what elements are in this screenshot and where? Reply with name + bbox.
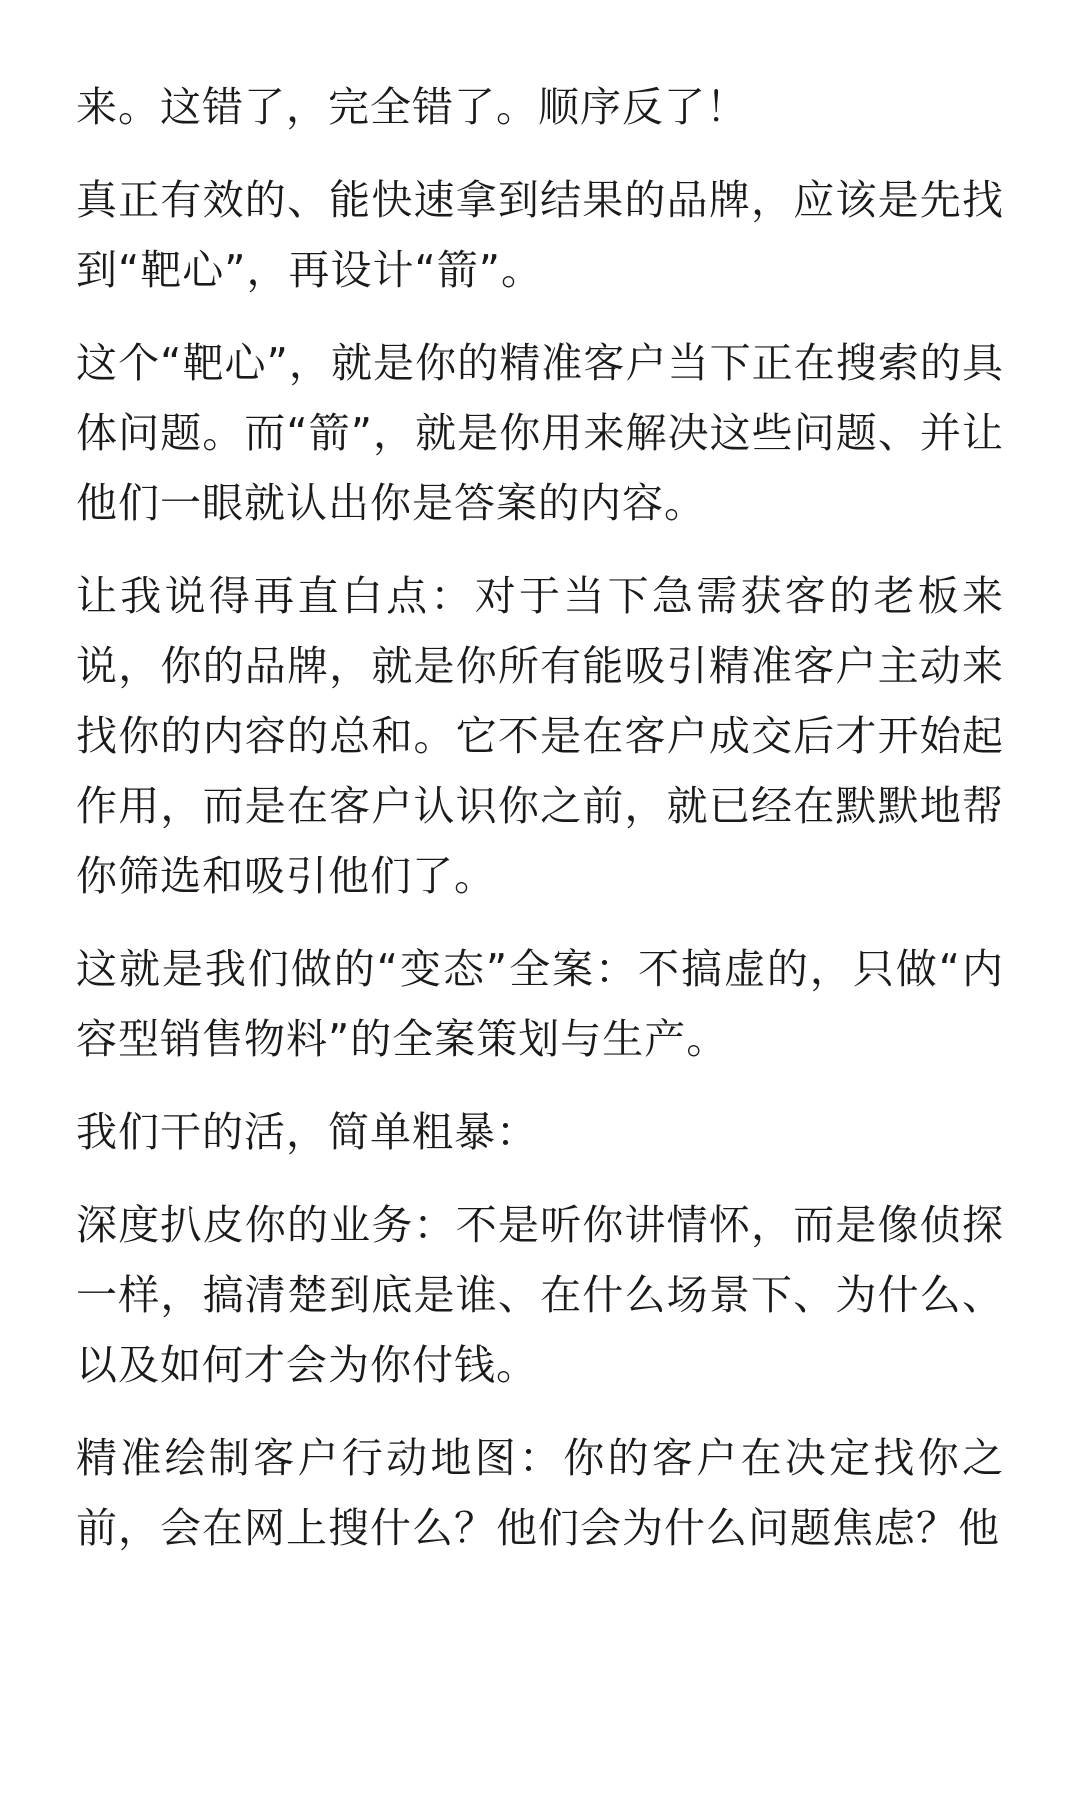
paragraph: 我们干的活，简单粗暴： <box>76 1108 538 1156</box>
paragraph: 这个“靶心”，就是你的精准客户当下正在搜索的具体问题。而“箭”，就是你用来解决这些问题、并让他们一眼就认出你是答案的内容。 <box>76 339 1004 527</box>
paragraph: 深度扒皮你的业务：不是听你讲情怀，而是像侦探一样，搞清楚到底是谁、在什么场景下、为什么、以及如何才会为你付钱。 <box>76 1201 1004 1389</box>
paragraph: 精准绘制客户行动地图：你的客户在决定找你之前，会在网上搜什么？他们会为什么问题焦虑？他 <box>76 1434 1004 1552</box>
paragraph: 让我说得再直白点：对于当下急需获客的老板来说，你的品牌，就是你所有能吸引精准客户主动来找你的内容的总和。它不是在客户成交后才开始起作用，而是在客户认识你之前，就已经在默默地帮你筛选和吸引他们了。 <box>76 572 1004 900</box>
paragraph: 这就是我们做的“变态”全案：不搞虚的，只做“内容型销售物料”的全案策划与生产。 <box>76 945 1004 1063</box>
paragraph: 来。这错了，完全错了。顺序反了！ <box>76 83 748 131</box>
paragraph: 真正有效的、能快速拿到结果的品牌，应该是先找到“靶心”，再设计“箭”。 <box>76 176 1004 294</box>
